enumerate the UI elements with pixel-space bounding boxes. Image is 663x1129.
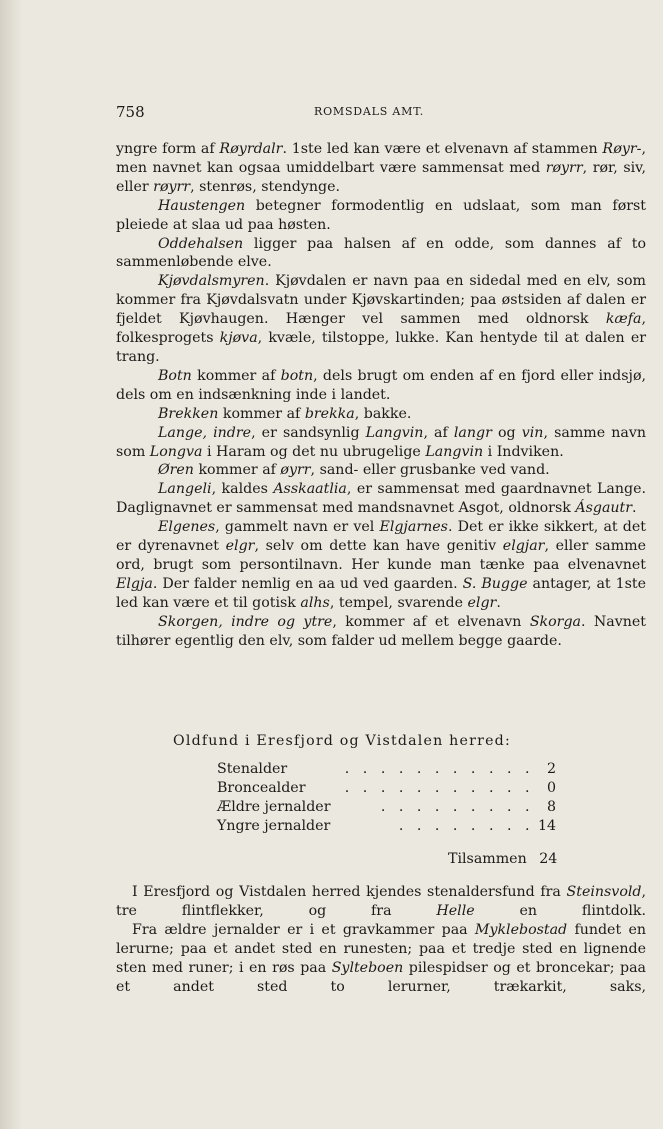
finds-title: Oldfund i Eresfjord og Vistdalen herred:	[173, 733, 511, 749]
paragraph: I Eresfjord og Vistdalen herred kjendes stenaldersfund fra Steinsvold, tre flintflekker, og fra Helle en flintdolk.	[116, 884, 646, 919]
paragraph: Brekken kommer af brekka, bakke.	[158, 405, 412, 422]
period-label: Stenalder	[217, 761, 291, 777]
period-label: Ældre jernalder	[217, 799, 334, 815]
closing-text	[116, 883, 646, 997]
finds-total	[448, 851, 557, 867]
paragraph: Oddehalsen ligger paa halsen af en odde, som dannes af to sammenløbende elve.	[116, 235, 646, 271]
period-label: Broncealder	[217, 780, 310, 796]
paragraph: Lange, indre, er sandsynlig Langvin, af langr og vin, samme navn som Longva i Haram og det nu ubrugelige Langvin i Indviken.	[116, 424, 646, 460]
paragraph: Botn kommer af botn, dels brugt om enden af en fjord eller indsjø, dels om en indsænkning inde i landet.	[116, 367, 646, 403]
paragraph: Kjøvdalsmyren. Kjøvdalen er navn paa en sidedal med en elv, som kommer fra Kjøvdalsvatn under Kjøvskartinden; paa østsiden af dalen er fjeldet Kjøvhaugen. Hænger vel sammen med oldnorsk kæfa, folkesprogets kjøva, kvæle, tilstoppe, lukke. Kan hentyde til at dalen er trang.	[116, 273, 646, 365]
leader-dots: . . . . . . . .	[398, 818, 534, 834]
find-count: 2	[546, 761, 556, 777]
leader-dots: . . . . . . . . .	[380, 799, 534, 815]
finds-row	[217, 799, 556, 818]
page-edge-shadow	[0, 0, 22, 1129]
finds-row	[217, 761, 556, 780]
paragraph: Langeli, kaldes Asskaatlia, er sammensat med gaardnavnet Lange. Daglignavnet er sammensat med mandsnavnet Asgot, oldnorsk Ásgautr.	[116, 481, 646, 517]
leader-dots: . . . . . . . . . . .	[344, 780, 534, 796]
page-number: 758	[116, 103, 145, 121]
finds-row	[217, 818, 556, 837]
find-count: 14	[537, 818, 556, 834]
total-label: Tilsammen	[448, 851, 527, 867]
main-text	[116, 140, 646, 650]
page-header	[116, 103, 646, 123]
total-value: 24	[539, 851, 558, 867]
leader-dots: . . . . . . . . . . .	[344, 761, 534, 777]
paragraph: Øren kommer af øyrr, sand- eller grusbanke ved vand.	[158, 462, 550, 479]
paragraph: Haustengen betegner formodentlig en udslaat, som man først pleiede at slaa ud paa høsten.	[116, 197, 646, 233]
running-title: ROMSDALS AMT.	[314, 105, 425, 118]
paragraph: Elgenes, gammelt navn er vel Elgjarnes. Det er ikke sikkert, at det er dyrenavnet elgr, selv om dette kan have genitiv elgjar, eller samme ord, brugt som persontilnavn. Her kunde man tænke paa elvenavnet Elgja. Der falder nemlig en aa ud ved gaarden. S. Bugge antager, at 1ste led kan være et til gotisk alhs, tempel, svarende elgr.	[116, 519, 647, 611]
find-count: 0	[546, 780, 556, 796]
paragraph: yngre form af Røyrdalr. 1ste led kan være et elvenavn af stammen Røyr-, men navnet kan ogsaa umiddelbart være sammensat med røyrr, rør, siv, eller røyrr, stenrøs, stendynge.	[116, 141, 646, 195]
paragraph: Fra ældre jernalder er i et gravkammer paa Myklebostad fundet en lerurne; paa et andet sted en runesten; paa et tredje sted en lignende sten med runer; i en røs paa Sylteboen pilespidser og et broncekar; paa et andet sted to lerurner, trækarkit, saks,	[116, 922, 646, 995]
period-label: Yngre jernalder	[217, 818, 334, 834]
finds-row	[217, 780, 556, 799]
find-count: 8	[546, 799, 556, 815]
paragraph: Skorgen, indre og ytre, kommer af et elvenavn Skorga. Navnet tilhører egentlig den elv, som falder ud mellem begge gaarde.	[116, 613, 646, 649]
